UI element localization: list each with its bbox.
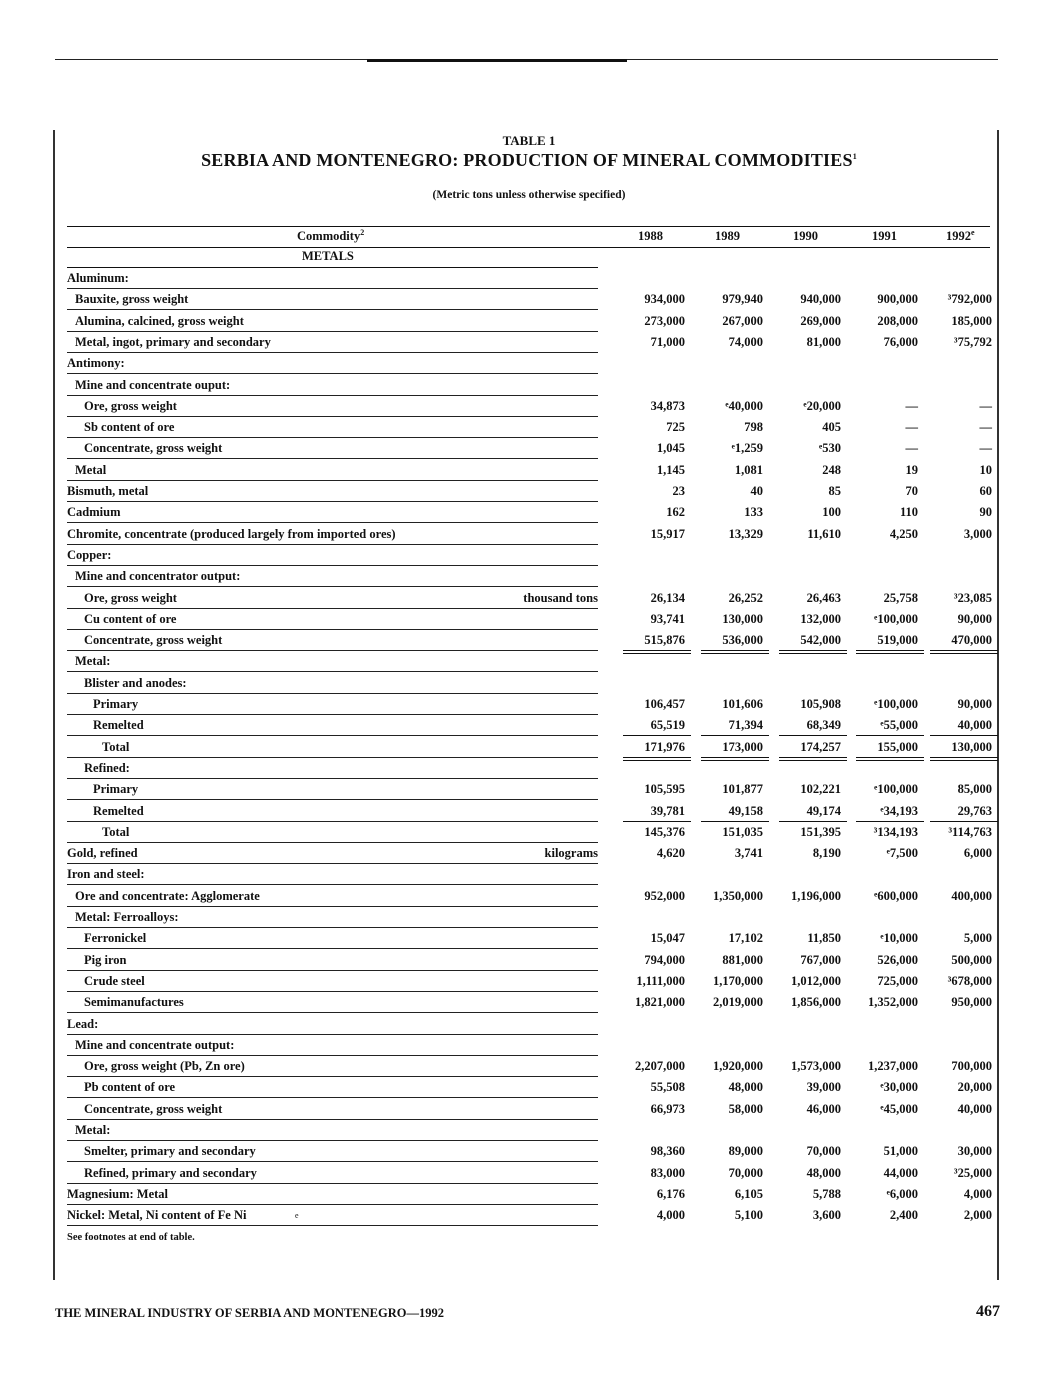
- table-row: [0, 992, 1058, 1013]
- value-cell: 171,976: [644, 739, 685, 754]
- value-cell: 4,620: [656, 846, 685, 861]
- value-cell: 130,000: [722, 611, 763, 626]
- value-cell: ᵉ40,000: [725, 398, 763, 413]
- row-label: Crude steel: [84, 973, 145, 988]
- value-cell: 65,519: [650, 718, 685, 733]
- row-label: Concentrate, gross weight: [84, 633, 223, 648]
- value-cell: ³792,000: [947, 292, 992, 307]
- row-label: Copper:: [67, 547, 112, 562]
- value-cell: 2,207,000: [635, 1059, 685, 1074]
- table-subtitle: (Metric tons unless otherwise specified): [432, 189, 626, 201]
- value-cell: 1,237,000: [868, 1059, 918, 1074]
- row-label: Refined:: [84, 760, 130, 775]
- table-row: [0, 353, 1058, 374]
- table-row: [0, 332, 1058, 353]
- value-cell: 51,000: [883, 1144, 918, 1159]
- value-cell: 900,000: [877, 292, 918, 307]
- value-cell: 5,000: [963, 931, 992, 946]
- row-label: Pig iron: [84, 952, 127, 967]
- row-unit: kilograms: [544, 846, 598, 861]
- value-cell: 1,856,000: [791, 995, 841, 1010]
- value-cell: 70,000: [728, 1165, 763, 1180]
- value-cell: 15,917: [650, 526, 685, 541]
- year-header-1990: 1990: [793, 229, 818, 243]
- value-cell: 269,000: [800, 313, 841, 328]
- value-cell: 1,081: [734, 462, 763, 477]
- value-cell: 90,000: [957, 611, 992, 626]
- value-cell: 83,000: [650, 1165, 685, 1180]
- value-cell: 100: [822, 505, 841, 520]
- row-label: Remelted: [93, 718, 144, 733]
- value-cell: 4,250: [889, 526, 918, 541]
- row-label: Blister and anodes:: [84, 675, 187, 690]
- value-cell: ³25,000: [953, 1165, 992, 1180]
- table-label: TABLE 1: [502, 133, 556, 148]
- table-title: SERBIA AND MONTENEGRO: PRODUCTION OF MINERAL COMMODITIES$^1$: [201, 150, 857, 170]
- value-cell: 1,821,000: [635, 995, 685, 1010]
- value-cell: 71,000: [650, 334, 685, 349]
- value-cell: 19: [905, 462, 918, 477]
- row-label: Total: [102, 739, 130, 754]
- value-cell: 162: [666, 505, 685, 520]
- value-cell: 71,394: [728, 718, 763, 733]
- year-header-1988: 1988: [638, 229, 663, 243]
- value-cell: 48,000: [806, 1165, 841, 1180]
- value-cell: 15,047: [650, 931, 685, 946]
- value-cell: ᵉ20,000: [803, 398, 841, 413]
- value-cell: ᵉ7,500: [886, 846, 918, 861]
- year-header-1991: 1991: [872, 229, 897, 243]
- table-row: [0, 268, 1058, 289]
- value-cell: 934,000: [644, 292, 685, 307]
- value-cell: 20,000: [957, 1080, 992, 1095]
- value-cell: 101,606: [722, 697, 763, 711]
- year-header-1989: 1989: [715, 229, 740, 243]
- table-row: [0, 1014, 1058, 1035]
- value-cell: ᵉ55,000: [880, 718, 918, 733]
- value-cell: 1,352,000: [868, 995, 918, 1010]
- row-label: Primary: [93, 697, 139, 711]
- row-label: Pb content of ore: [84, 1080, 176, 1095]
- value-cell: 700,000: [951, 1059, 992, 1074]
- value-cell: 110: [899, 505, 918, 520]
- value-cell: —: [979, 420, 992, 435]
- value-cell: 23: [672, 484, 685, 498]
- table-row: [0, 481, 1058, 502]
- value-cell: —: [979, 441, 992, 456]
- value-cell: 470,000: [951, 633, 992, 648]
- row-label: Nickel: Metal, Ni content of Fe Ni: [67, 1208, 247, 1223]
- row-label: Refined, primary and secondary: [84, 1165, 257, 1180]
- value-cell: 151,395: [800, 824, 841, 839]
- value-cell: ᵉ1,259: [731, 441, 763, 456]
- value-cell: 185,000: [951, 313, 992, 328]
- value-cell: 76,000: [883, 334, 918, 349]
- table-row: [0, 1141, 1058, 1162]
- table-row: [0, 651, 1058, 672]
- value-cell: 70,000: [806, 1144, 841, 1159]
- value-cell: 767,000: [800, 952, 841, 967]
- value-cell: ᵉ34,193: [880, 803, 918, 818]
- value-cell: 979,940: [722, 292, 763, 307]
- table-row: [0, 801, 1058, 822]
- row-label: Concentrate, gross weight: [84, 1101, 223, 1116]
- table-row: [0, 1120, 1058, 1141]
- value-cell: 105,595: [644, 782, 685, 797]
- row-label: Metal, ingot, primary and secondary: [75, 334, 271, 349]
- table-row: [0, 396, 1058, 417]
- header-bottom-rule: [67, 247, 990, 248]
- value-cell: 881,000: [722, 952, 763, 967]
- value-cell: ³75,792: [953, 334, 992, 349]
- header-top-rule: [67, 226, 990, 227]
- row-label: Gold, refined: [67, 846, 138, 861]
- row-label: Magnesium: Metal: [67, 1186, 169, 1201]
- value-cell: 102,221: [800, 782, 841, 797]
- value-cell: 4,000: [963, 1186, 992, 1201]
- value-cell: 48,000: [728, 1080, 763, 1095]
- table-row: [0, 1077, 1058, 1098]
- row-label: Iron and steel:: [67, 867, 145, 882]
- value-cell: 30,000: [957, 1144, 992, 1159]
- value-cell: ᵉ30,000: [880, 1080, 918, 1095]
- table-row: [0, 545, 1058, 566]
- row-label: Mine and concentrator output:: [75, 569, 241, 584]
- value-cell: 130,000: [951, 739, 992, 754]
- value-cell: 6,176: [656, 1186, 685, 1201]
- value-cell: 90,000: [957, 697, 992, 711]
- value-cell: 8,190: [812, 846, 841, 861]
- value-cell: 39,000: [806, 1080, 841, 1095]
- row-unit: thousand tons: [523, 590, 598, 605]
- value-cell: 98,360: [650, 1144, 685, 1159]
- row-label: Mine and concentrate output:: [75, 1037, 235, 1052]
- value-cell: 1,920,000: [713, 1059, 763, 1074]
- row-label: Sb content of ore: [84, 420, 175, 435]
- value-cell: 55,508: [650, 1080, 685, 1095]
- value-cell: 46,000: [806, 1101, 841, 1116]
- value-cell: 40: [750, 484, 763, 498]
- table-row: [0, 715, 1058, 736]
- value-cell: 5,100: [734, 1208, 763, 1223]
- table-row: [0, 907, 1058, 928]
- value-cell: 3,741: [734, 846, 763, 861]
- row-label: Ore, gross weight: [84, 398, 177, 413]
- table-row: [0, 737, 1058, 758]
- value-cell: 145,376: [644, 824, 685, 839]
- value-cell: 40,000: [957, 1101, 992, 1116]
- row-label: Metal: [75, 462, 107, 477]
- value-cell: 89,000: [728, 1144, 763, 1159]
- value-cell: 44,000: [883, 1165, 918, 1180]
- row-label: Semimanufactures: [84, 995, 184, 1010]
- row-label: Total: [102, 824, 130, 839]
- value-cell: 49,158: [728, 803, 763, 818]
- value-cell: 1,145: [656, 462, 685, 477]
- row-label: Bauxite, gross weight: [75, 292, 189, 307]
- value-cell: 25,758: [883, 590, 918, 605]
- value-cell: ³114,763: [948, 824, 992, 839]
- value-cell: 725: [666, 420, 685, 435]
- value-cell: ᵉ45,000: [880, 1101, 918, 1116]
- value-cell: ᵉ530: [819, 441, 841, 456]
- value-cell: 519,000: [877, 633, 918, 648]
- table-row: [0, 694, 1058, 715]
- value-cell: 2,400: [889, 1208, 918, 1223]
- value-cell: 1,170,000: [713, 973, 763, 988]
- table-row: [0, 311, 1058, 332]
- value-cell: 90: [979, 505, 992, 520]
- table-row: Nickel: Metal, Ni content of Fe Ni e 4,000 5,100 3,600 2,400 2,000: [0, 1205, 1058, 1226]
- value-cell: 515,876: [644, 633, 685, 648]
- table-row: [0, 843, 1058, 864]
- value-cell: 542,000: [800, 633, 841, 648]
- top-rule-accent: [367, 59, 627, 62]
- row-label: Metal:: [75, 654, 111, 669]
- value-cell: —: [905, 441, 918, 456]
- value-cell: —: [905, 420, 918, 435]
- value-cell: 273,000: [644, 313, 685, 328]
- value-cell: 1,111,000: [636, 973, 685, 988]
- table-row: [0, 566, 1058, 587]
- value-cell: —: [905, 398, 918, 413]
- row-label: Metal: Ferroalloys:: [75, 910, 179, 924]
- value-cell: 405: [822, 420, 841, 435]
- row-label: Lead:: [67, 1016, 99, 1031]
- value-cell: 29,763: [957, 803, 992, 818]
- value-cell: 2,000: [963, 1208, 992, 1223]
- row-label: Ore, gross weight (Pb, Zn ore): [84, 1059, 245, 1074]
- table-row: [0, 1163, 1058, 1184]
- value-cell: 26,252: [728, 590, 763, 605]
- row-label: Cadmium: [67, 505, 121, 520]
- table-row: [0, 779, 1058, 800]
- value-cell: 4,000: [656, 1208, 685, 1223]
- value-cell: 3,000: [963, 526, 992, 541]
- row-label: Concentrate, gross weight: [84, 441, 223, 456]
- value-cell: 173,000: [722, 739, 763, 754]
- row-label: Ore, gross weight: [84, 590, 177, 605]
- value-cell: 798: [744, 420, 763, 435]
- value-cell: 174,257: [800, 739, 841, 754]
- value-cell: ᵉ600,000: [874, 888, 918, 903]
- value-cell: 66,973: [650, 1101, 685, 1116]
- value-cell: ᵉ100,000: [874, 611, 918, 626]
- value-cell: 400,000: [951, 888, 992, 903]
- row-label: Alumina, calcined, gross weight: [75, 313, 244, 328]
- row-label: Primary: [93, 782, 139, 797]
- table-row: [0, 928, 1058, 949]
- table-row: [0, 609, 1058, 630]
- value-cell: 940,000: [800, 292, 841, 307]
- value-cell: 952,000: [644, 888, 685, 903]
- value-cell: 151,035: [722, 824, 763, 839]
- value-cell: 1,196,000: [791, 888, 841, 903]
- value-cell: 26,134: [650, 590, 685, 605]
- value-cell: ᵉ100,000: [874, 697, 918, 711]
- table-row: [0, 630, 1058, 651]
- table-row: [0, 864, 1058, 885]
- value-cell: 267,000: [722, 313, 763, 328]
- table-row: [0, 971, 1058, 992]
- value-cell: 3,600: [812, 1208, 841, 1223]
- row-label: Chromite, concentrate (produced largely from imported ores): [67, 526, 396, 541]
- value-cell: 85,000: [957, 782, 992, 797]
- value-cell: 1,350,000: [713, 888, 763, 903]
- table-row: [0, 417, 1058, 438]
- value-cell: 500,000: [951, 952, 992, 967]
- table-row: [0, 950, 1058, 971]
- value-cell: 6,000: [963, 846, 992, 861]
- value-cell: 13,329: [728, 526, 763, 541]
- row-label: Cu content of ore: [84, 611, 177, 626]
- row-label: Aluminum:: [67, 271, 129, 285]
- value-cell: 60: [979, 484, 992, 498]
- row-label: Ferronickel: [84, 931, 147, 946]
- value-cell: 208,000: [877, 313, 918, 328]
- value-cell: 11,850: [807, 931, 841, 946]
- value-cell: 133: [744, 505, 763, 520]
- value-cell: 10: [979, 462, 992, 477]
- value-cell: 1,012,000: [791, 973, 841, 988]
- value-cell: 17,102: [728, 931, 763, 946]
- table-row: [0, 1184, 1058, 1205]
- value-cell: 106,457: [644, 697, 685, 711]
- commodity-header: Commodity$^2$: [297, 227, 365, 243]
- value-cell: 81,000: [806, 334, 841, 349]
- value-cell: 536,000: [722, 633, 763, 648]
- value-cell: 85: [828, 484, 841, 498]
- value-cell: ᵉ6,000: [886, 1186, 918, 1201]
- table-row: [0, 289, 1058, 310]
- value-cell: 2,019,000: [713, 995, 763, 1010]
- value-cell: —: [979, 398, 992, 413]
- table-row: [0, 673, 1058, 694]
- table-row: [0, 460, 1058, 481]
- value-cell: 101,877: [722, 782, 763, 797]
- row-label: Antimony:: [67, 356, 125, 371]
- value-cell: 526,000: [877, 952, 918, 967]
- value-cell: ³23,085: [953, 590, 992, 605]
- value-cell: 132,000: [800, 611, 841, 626]
- table-row: [0, 588, 1058, 609]
- running-footer: THE MINERAL INDUSTRY OF SERBIA AND MONTENEGRO—1992: [55, 1306, 444, 1320]
- table-row: [0, 375, 1058, 396]
- value-cell: 40,000: [957, 718, 992, 733]
- value-cell: 725,000: [877, 973, 918, 988]
- table-row: [0, 1099, 1058, 1120]
- value-cell: 105,908: [800, 697, 841, 711]
- value-cell: 26,463: [806, 590, 841, 605]
- value-cell: 155,000: [877, 739, 918, 754]
- value-cell: ᵉ10,000: [880, 931, 918, 946]
- table-row: [0, 886, 1058, 907]
- value-cell: 34,873: [650, 398, 685, 413]
- value-cell: 68,349: [806, 718, 841, 733]
- table-row: [0, 1035, 1058, 1056]
- value-cell: 93,741: [650, 611, 685, 626]
- value-cell: 1,573,000: [791, 1059, 841, 1074]
- value-cell: 58,000: [728, 1101, 763, 1116]
- page-number: 467: [976, 1303, 1000, 1320]
- value-cell: 70: [905, 484, 918, 498]
- value-cell: 49,174: [806, 803, 841, 818]
- row-rule: [67, 1225, 598, 1226]
- value-cell: 1,045: [656, 441, 685, 456]
- table-row: [0, 438, 1058, 459]
- table-row: [0, 758, 1058, 779]
- table-row: [0, 502, 1058, 523]
- value-cell: 248: [822, 462, 841, 477]
- table-row: [0, 524, 1058, 545]
- value-cell: 794,000: [644, 952, 685, 967]
- row-label: Smelter, primary and secondary: [84, 1144, 256, 1159]
- table-row: [0, 1056, 1058, 1077]
- row-label: Remelted: [93, 803, 144, 818]
- row-label: Mine and concentrate ouput:: [75, 377, 231, 392]
- value-cell: ³134,193: [873, 824, 918, 839]
- value-cell: 950,000: [951, 995, 992, 1010]
- section-heading-metals: METALS: [302, 249, 354, 263]
- value-cell: 39,781: [650, 803, 685, 818]
- value-cell: ³678,000: [947, 973, 992, 988]
- table-row: [0, 822, 1058, 843]
- value-cell: 74,000: [728, 334, 763, 349]
- row-label: Metal:: [75, 1123, 111, 1137]
- value-cell: ᵉ100,000: [874, 782, 918, 797]
- row-label: Ore and concentrate: Agglomerate: [75, 888, 260, 903]
- year-header-1992: 1992e: [946, 227, 975, 243]
- value-cell: 6,105: [734, 1186, 763, 1201]
- row-label: Bismuth, metal: [67, 484, 149, 498]
- value-cell: 5,788: [812, 1186, 841, 1201]
- value-cell: 11,610: [807, 526, 841, 541]
- footnote: See footnotes at end of table.: [67, 1232, 195, 1243]
